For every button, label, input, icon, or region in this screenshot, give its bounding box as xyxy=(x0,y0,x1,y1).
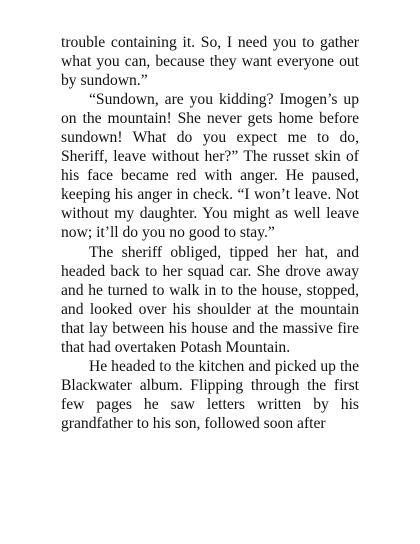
paragraph: trouble containing it. So, I need you to gather what you can, because they want everyone out by sundown.” xyxy=(61,34,359,90)
paragraph: He headed to the kitchen and picked up the Blackwater album. Flipping through the first few pages he saw letters written by his grandfather to his son, followed soon after xyxy=(61,357,359,432)
paragraph: “Sundown, are you kidding? Imogen’s up on the mountain! She never gets home before sundown! What do you expect me to do, Sheriff, leave without her?” The russet skin of his face became red with anger. He paused, keeping his anger in check. “I won’t leave. Not without my daughter. You might as well leave now; it’ll do you no good to stay.” xyxy=(61,91,359,242)
paragraph: The sheriff obliged, tipped her hat, and headed back to her squad car. She drove away and he turned to walk in to the house, stopped, and looked over his shoulder at the mountain that lay between his house and the massive fire that had overtaken Potash Mountain. xyxy=(61,243,359,356)
body-text xyxy=(61,33,359,433)
